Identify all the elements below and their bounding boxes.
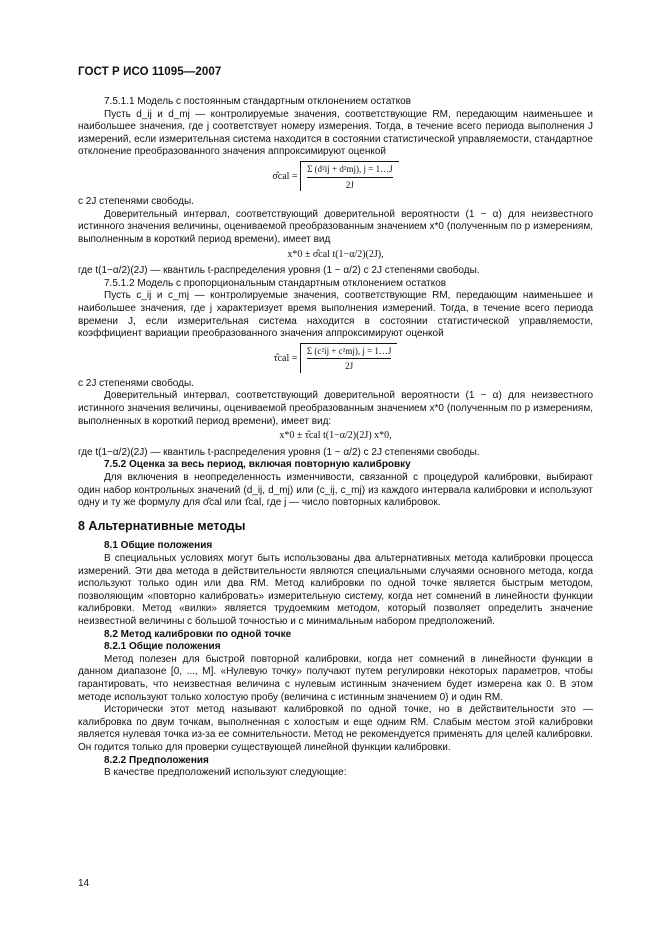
paragraph: Исторически этот метод называют калибровкой по одной точке, но в действительности это — калибровка по двум точкам, выполненная с холостым и еще одним RM. Слабым местом этой калибровки является нулевая точка из-за ее сомнительности. Метод не рекомендуется применять для целей калибровки. Он годится только для проверки существующей линейной функции калибровки. — [78, 704, 593, 753]
paragraph: В специальных условиях могут быть использованы два альтернативных метода калибровки процесса измерений. Эти два метода в действительности являются специальными случаями основного метода, когда используют только один или два RM. Метод калибровки по одной точке является быстрым методом, позволяющим «повторно калибровать» измерительную систему, когда нет сомнений в линейности функции калибровки. Метод «вилки» является трудоемким методом, который позволяет определить значение неизвестной величины с большой точностью и с минимальным набором предположений. — [78, 553, 593, 627]
section-8-title: 8 Альтернативные методы — [78, 518, 246, 533]
formula-interval-1: x*0 ± σ̂cal t(1−α/2)(2J), — [287, 248, 384, 260]
paragraph: Пусть d_ij и d_mj — контролируемые значения, соответствующие RM, передающим наименьшее и наибольшее значения, где j соответствует номеру измерения. Тогда, в течение всего периода выполнения J измерений, если измерительная система находится в состоянии статистической управляемости, стандартное отклонение преобразованного значения аппроксимируют оценкой — [78, 108, 593, 158]
section-7-5-1-1-title: 7.5.1.1 Модель с постоянным стандартным отклонением остатков — [104, 96, 411, 107]
formula-lhs: σ̂cal = — [272, 170, 298, 182]
page-number: 14 — [78, 878, 90, 889]
paragraph: Для включения в неопределенность изменчивости, связанной с процедурой калибровки, выбирают один набор контрольных значений (d_ij, d_mj) или (c_ij, c_mj) из каждого интервала калибровки и используют одну и ту же формулу для σ̂cal или τ̂cal, где j — число повторных калибровок. — [78, 472, 593, 509]
formula-numerator: Σ (d²ij + d²mj), j = 1…J — [307, 163, 393, 178]
section-7-5-1-2-title: 7.5.1.2 Модель с пропорциональным стандартным отклонением остатков — [104, 277, 447, 289]
section-8-2-2-title: 8.2.2 Предположения — [104, 754, 209, 766]
formula-numerator: Σ (c²ij + c²mj), j = 1…J — [307, 345, 392, 360]
paragraph: В качестве предположений используют следующие: — [104, 767, 347, 779]
formula-sigma-cal — [78, 161, 593, 192]
section-7-5-2-title: 7.5.2 Оценка за весь период, включая повторную калибровку — [104, 459, 411, 471]
main-text — [78, 96, 593, 780]
formula-root — [300, 161, 399, 192]
paragraph: Метод полезен для быстрой повторной калибровки, когда нет сомнений в линейности функции в данном диапазоне [0, ..., M]. «Нулевую точку» получают путем регулировки некоторых параметров, чтобы гарантировать, что неизвестная величина с нулевым истинным значением будет измерена как 0. В этом методе используют только холостую пробу (величина с истинным значением 0) и один RM. — [78, 653, 593, 703]
formula-denominator: 2J — [345, 179, 354, 190]
paragraph: где t(1−α/2)(2J) — квантиль t-распределения уровня (1 − α/2) с 2J степенями свободы. — [78, 446, 480, 458]
formula-lhs: τ̂cal = — [273, 352, 298, 364]
section-8-2-title: 8.2 Метод калибровки по одной точке — [104, 628, 292, 640]
paragraph: где t(1−α/2)(2J) — квантиль t-распределения уровня (1 − α/2) с 2J степенями свободы. — [78, 265, 480, 277]
paragraph: Доверительный интервал, соответствующий доверительной вероятности (1 − α) для неизвестного истинного значения величины, оцениваемой преобразованным значением x*0 (полученным по p измерениям, выполненным в короткий период времени), имеет вид — [78, 208, 593, 245]
section-8-2-1-title: 8.2.1 Общие положения — [104, 641, 221, 653]
paragraph: Пусть c_ij и c_mj — контролируемые значения, соответствующие RM, передающим наименьшее и наибольшее значения, где j характеризует время выполнения измерений. Тогда, в течение всего периода времени J, если измерительная система находится в состоянии статистической управляемости, коэффициент вариации преобразованного значения аппроксимируют оценкой — [78, 290, 593, 340]
formula-interval-2: x*0 ± τ̂cal t(1−α/2)(2J) x*0, — [279, 430, 392, 442]
formula-denominator: 2J — [345, 361, 354, 372]
formula-tau-cal — [78, 343, 593, 374]
paragraph: Доверительный интервал, соответствующий доверительной вероятности (1 − α) для неизвестного истинного значения величины, оцениваемой преобразованным значением x*0 (полученным по p измерениям, выполненных в короткий период времени), имеет вид: — [78, 390, 593, 427]
paragraph: с 2J степенями свободы. — [78, 377, 194, 389]
section-8-1-title: 8.1 Общие положения — [104, 540, 213, 552]
paragraph: с 2J степенями свободы. — [78, 196, 194, 208]
formula-root — [300, 343, 398, 374]
page-header-standard-title: ГОСТ Р ИСО 11095—2007 — [78, 66, 222, 78]
